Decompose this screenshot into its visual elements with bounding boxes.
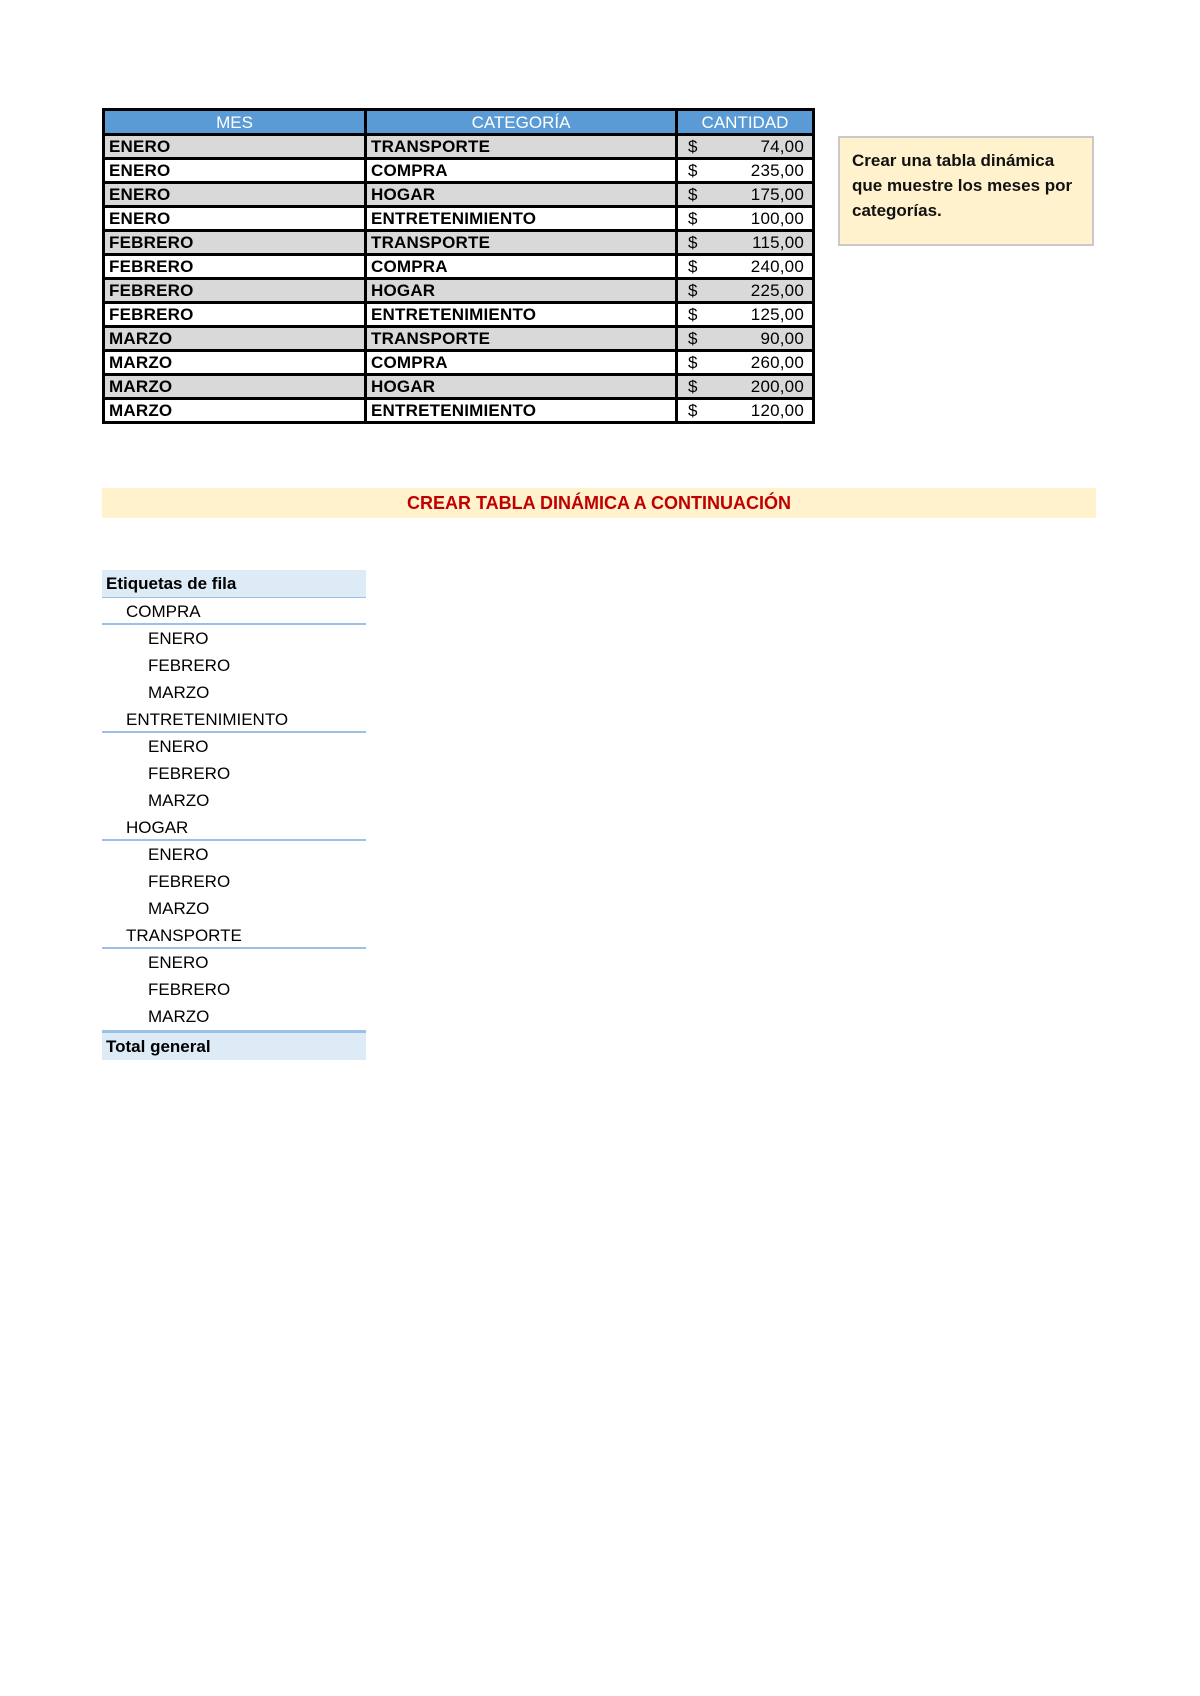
amount-value: 100,00 [750, 209, 804, 228]
cell-cantidad[interactable] [677, 159, 814, 183]
cell-categoria[interactable]: HOGAR [366, 279, 677, 303]
header-cantidad[interactable]: CANTIDAD [677, 110, 814, 135]
pivot-month[interactable]: FEBRERO [148, 764, 231, 783]
pivot-month[interactable]: FEBRERO [148, 872, 231, 891]
cell-categoria[interactable]: HOGAR [366, 375, 677, 399]
cell-cantidad[interactable] [677, 135, 814, 159]
cell-mes[interactable]: FEBRERO [104, 231, 366, 255]
table-row [104, 351, 814, 375]
currency-symbol: $ [688, 329, 698, 348]
cell-categoria[interactable]: COMPRA [366, 351, 677, 375]
currency-symbol: $ [688, 353, 698, 372]
cell-mes[interactable]: FEBRERO [104, 279, 366, 303]
cell-mes[interactable]: FEBRERO [104, 255, 366, 279]
amount-value: 125,00 [750, 305, 804, 324]
cell-mes[interactable]: MARZO [104, 375, 366, 399]
amount-value: 200,00 [750, 377, 804, 396]
cell-cantidad[interactable] [677, 399, 814, 423]
table-row [104, 375, 814, 399]
currency-symbol: $ [688, 233, 698, 252]
cell-mes[interactable]: ENERO [104, 135, 366, 159]
pivot-total[interactable]: Total general [102, 1030, 366, 1060]
cell-cantidad[interactable] [677, 183, 814, 207]
pivot-month[interactable]: ENERO [148, 737, 209, 756]
cell-categoria[interactable]: ENTRETENIMIENTO [366, 399, 677, 423]
table-row [104, 183, 814, 207]
pivot-month[interactable]: ENERO [148, 629, 209, 648]
cell-categoria[interactable]: ENTRETENIMIENTO [366, 207, 677, 231]
table-header-row [104, 110, 814, 135]
cell-mes[interactable]: MARZO [104, 399, 366, 423]
pivot-header[interactable]: Etiquetas de fila [102, 570, 366, 598]
pivot-banner: CREAR TABLA DINÁMICA A CONTINUACIÓN [102, 488, 1096, 518]
pivot-month[interactable]: MARZO [148, 683, 210, 702]
amount-value: 90,00 [760, 329, 804, 348]
table-body [104, 135, 814, 423]
cell-mes[interactable]: ENERO [104, 159, 366, 183]
pivot-month[interactable]: MARZO [148, 791, 210, 810]
currency-symbol: $ [688, 209, 698, 228]
amount-value: 260,00 [750, 353, 804, 372]
cell-categoria[interactable]: HOGAR [366, 183, 677, 207]
currency-symbol: $ [688, 185, 698, 204]
cell-cantidad[interactable] [677, 327, 814, 351]
pivot-category[interactable]: ENTRETENIMIENTO [102, 706, 366, 733]
cell-cantidad[interactable] [677, 255, 814, 279]
pivot-category[interactable]: TRANSPORTE [102, 922, 366, 949]
cell-categoria[interactable]: TRANSPORTE [366, 135, 677, 159]
currency-symbol: $ [688, 257, 698, 276]
pivot-month[interactable]: ENERO [148, 845, 209, 864]
amount-value: 175,00 [750, 185, 804, 204]
table-row [104, 159, 814, 183]
pivot-month[interactable]: MARZO [148, 1007, 210, 1026]
table-row [104, 231, 814, 255]
cell-cantidad[interactable] [677, 303, 814, 327]
table-row [104, 255, 814, 279]
currency-symbol: $ [688, 281, 698, 300]
pivot-month[interactable]: ENERO [148, 953, 209, 972]
table-row [104, 399, 814, 423]
cell-cantidad[interactable] [677, 207, 814, 231]
cell-cantidad[interactable] [677, 351, 814, 375]
amount-value: 235,00 [750, 161, 804, 180]
table-row [104, 279, 814, 303]
cell-mes[interactable]: FEBRERO [104, 303, 366, 327]
pivot-groups [102, 598, 366, 1030]
pivot-category[interactable]: COMPRA [102, 598, 366, 625]
pivot-month[interactable]: FEBRERO [148, 980, 231, 999]
table-row [104, 135, 814, 159]
pivot-category[interactable]: HOGAR [102, 814, 366, 841]
cell-cantidad[interactable] [677, 279, 814, 303]
cell-cantidad[interactable] [677, 231, 814, 255]
table-row [104, 303, 814, 327]
pivot-month[interactable]: MARZO [148, 899, 210, 918]
amount-value: 225,00 [750, 281, 804, 300]
currency-symbol: $ [688, 401, 698, 420]
amount-value: 74,00 [760, 137, 804, 156]
cell-mes[interactable]: ENERO [104, 183, 366, 207]
header-categoria[interactable]: CATEGORÍA [366, 110, 677, 135]
cell-mes[interactable]: ENERO [104, 207, 366, 231]
cell-cantidad[interactable] [677, 375, 814, 399]
cell-categoria[interactable]: TRANSPORTE [366, 327, 677, 351]
amount-value: 240,00 [750, 257, 804, 276]
cell-mes[interactable]: MARZO [104, 351, 366, 375]
cell-categoria[interactable]: COMPRA [366, 159, 677, 183]
amount-value: 120,00 [750, 401, 804, 420]
expenses-table [102, 108, 815, 424]
currency-symbol: $ [688, 377, 698, 396]
currency-symbol: $ [688, 161, 698, 180]
amount-value: 115,00 [752, 233, 804, 252]
table-row [104, 207, 814, 231]
cell-categoria[interactable]: COMPRA [366, 255, 677, 279]
table-row [104, 327, 814, 351]
cell-mes[interactable]: MARZO [104, 327, 366, 351]
header-mes[interactable]: MES [104, 110, 366, 135]
instruction-note: Crear una tabla dinámica que muestre los meses por categorías. [838, 136, 1094, 246]
pivot-month[interactable]: FEBRERO [148, 656, 231, 675]
currency-symbol: $ [688, 137, 698, 156]
currency-symbol: $ [688, 305, 698, 324]
cell-categoria[interactable]: ENTRETENIMIENTO [366, 303, 677, 327]
pivot-table [102, 570, 366, 1060]
cell-categoria[interactable]: TRANSPORTE [366, 231, 677, 255]
